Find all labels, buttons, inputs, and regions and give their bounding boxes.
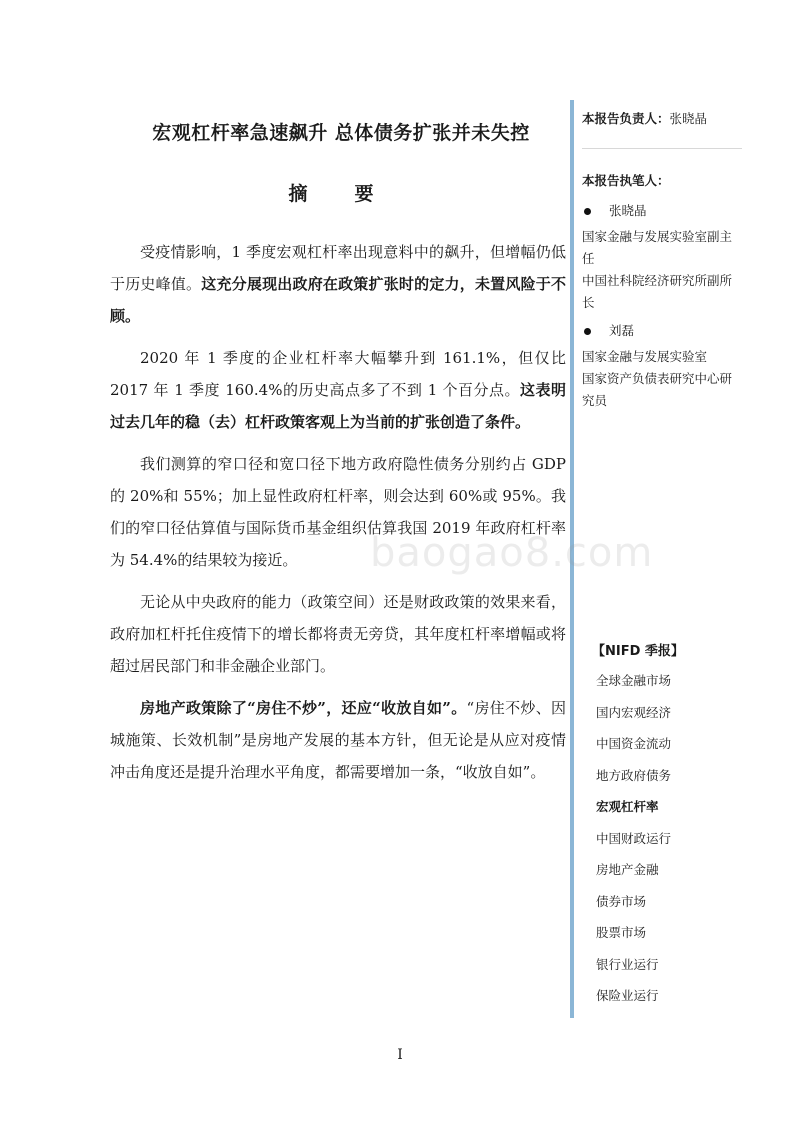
author-affiliations <box>582 346 742 412</box>
paragraph-text: 无论从中央政府的能力（政策空间）还是财政政策的效果来看，政府加杠杆托住疫情下的增长都将责无旁贷，其年度杠杆率增幅或将超过居民部门和非金融企业部门。 <box>110 593 566 675</box>
abstract-heading: 摘 要 <box>288 183 388 205</box>
paragraph-emphasis: 这表明过去几年的稳（去）杠杆政策客观上为当前的扩张创造了条件。 <box>110 381 566 431</box>
nifd-item[interactable]: 国内宏观经济 <box>596 704 672 720</box>
writers-label: 本报告执笔人： <box>582 173 670 188</box>
abstract-paragraph <box>110 692 566 788</box>
abstract-body <box>110 236 566 788</box>
author-affiliations <box>582 226 742 314</box>
responsible-name: 张晓晶 <box>669 111 708 126</box>
paragraph-text: “房住不炒、因城施策、长效机制”是房地产发展的基本方针，但无论是从应对疫情冲击角度还是提升治理水平角度，都需要增加一条，“收放自如”。 <box>110 699 567 781</box>
affiliation-line: 国家金融与发展实验室副主任 <box>582 229 733 266</box>
page-number: I <box>397 1047 403 1063</box>
author-row <box>582 200 742 222</box>
sidebar-divider <box>582 148 742 149</box>
paragraph-text: 受疫情影响，1 季度宏观杠杆率出现意料中的飙升，但增幅仍低于历史峰值。 <box>110 243 566 293</box>
nifd-item[interactable]: 债券市场 <box>596 893 647 909</box>
report-title: 宏观杠杆率急速飙升 总体债务扩张并未失控 <box>152 122 530 144</box>
nifd-item[interactable]: 银行业运行 <box>596 956 659 972</box>
responsible-label: 本报告负责人： <box>582 111 670 126</box>
nifd-list <box>580 671 750 1018</box>
abstract-paragraph <box>110 342 566 438</box>
affiliation-line: 国家金融与发展实验室 <box>582 349 708 364</box>
author-list <box>582 200 742 412</box>
affiliation-line: 国家资产负债表研究中心研究员 <box>582 371 733 408</box>
abstract-paragraph <box>110 586 566 682</box>
nifd-item[interactable]: 中国资金流动 <box>596 736 672 751</box>
nifd-item[interactable]: 全球金融市场 <box>596 673 672 688</box>
watermark: baogao8.com <box>370 530 654 576</box>
nifd-item[interactable]: 股票市场 <box>596 925 647 940</box>
nifd-title: 【NIFD 季报】 <box>592 644 684 659</box>
bullet-icon <box>584 208 591 215</box>
nifd-nav <box>580 640 750 1018</box>
paragraph-text: 我们测算的窄口径和宽口径下地方政府隐性债务分别约占 GDP 的 20%和 55%；加上显性政府杠杆率，则会达到 60%或 95%。我们的窄口径估算值与国际货币基金组织估算我国 2019 年政府杠杆率为 54.4%的结果较为接近。 <box>110 455 566 569</box>
nifd-item[interactable]: 宏观杠杆率 <box>596 799 659 814</box>
author-name: 张晓晶 <box>609 203 647 218</box>
nifd-item[interactable]: 中国财政运行 <box>596 830 672 846</box>
main-content <box>110 100 566 798</box>
abstract-paragraph <box>110 236 566 332</box>
paragraph-emphasis: 房地产政策除了“房住不炒”，还应“收放自如”。 <box>140 699 467 717</box>
paragraph-emphasis: 这充分展现出政府在政策扩张时的定力，未置风险于不顾。 <box>110 275 566 325</box>
bullet-icon <box>584 328 591 335</box>
writers-block <box>582 170 742 412</box>
affiliation-line: 中国社科院经济研究所副所长 <box>582 273 733 310</box>
author-row <box>582 320 742 342</box>
nifd-item[interactable]: 地方政府债务 <box>596 767 672 783</box>
nifd-item[interactable]: 房地产金融 <box>596 862 659 877</box>
responsible-block <box>582 108 742 130</box>
nifd-item[interactable]: 保险业运行 <box>596 988 659 1003</box>
author-name: 刘磊 <box>609 323 635 338</box>
paragraph-text: 2020 年 1 季度的企业杠杆率大幅攀升到 161.1%，但仅比 2017 年 1 季度 160.4%的历史高点多了不到 1 个百分点。 <box>110 349 566 399</box>
